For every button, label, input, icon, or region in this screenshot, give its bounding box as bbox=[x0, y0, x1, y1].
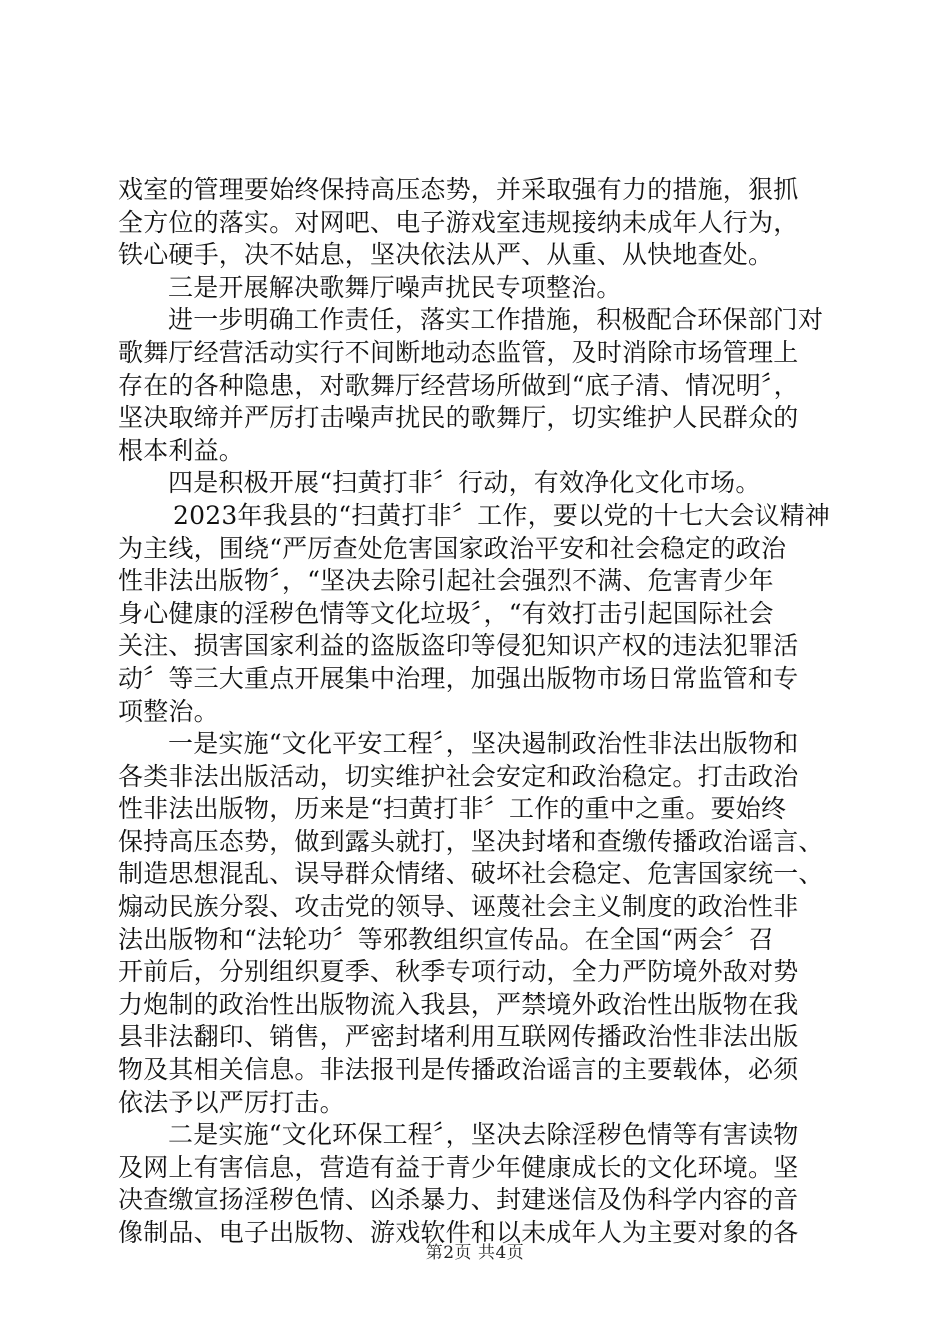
text-line: 关注、损害国家利益的盗版盗印等侵犯知识产权的违法犯罪活 bbox=[118, 631, 799, 661]
page-number-footer: 第2页 共4页 bbox=[425, 1243, 525, 1263]
paragraph-start: 一是实施“文化平安工程〞，坚决遏制政治性非法出版物和 bbox=[168, 729, 799, 759]
paragraph-start: 二是实施“文化环保工程〞，坚决去除淫秽色情等有害读物 bbox=[168, 1120, 799, 1150]
text-line: 动〞等三大重点开展集中治理，加强出版物市场日常监管和专 bbox=[118, 663, 799, 693]
text-line: 项整治。 bbox=[118, 696, 219, 726]
text-line: 开前后，分别组织夏季、秋季专项行动，全力严防境外敌对势 bbox=[118, 957, 799, 987]
paragraph-start: 进一步明确工作责任，落实工作措施，积极配合环保部门对 bbox=[168, 305, 824, 335]
text-line: 保持高压态势，做到露头就打，坚决封堵和查缴传播政治谣言、 bbox=[118, 826, 824, 856]
text-line: 根本利益。 bbox=[118, 435, 245, 465]
text-line: 决查缴宣扬淫秽色情、凶杀暴力、封建迷信及伪科学内容的音 bbox=[118, 1185, 799, 1215]
text-line: 戏室的管理要始终保持高压态势，并采取强有力的措施，狠抓 bbox=[118, 175, 799, 204]
text-line: 铁心硬手，决不姑息，坚决依法从严、从重、从快地查处。 bbox=[118, 240, 774, 270]
text-line: 全方位的落实。对网吧、电子游戏室违规接纳未成年人行为， bbox=[118, 207, 799, 237]
section-heading: 三是开展解决歌舞厅噪声扰民专项整治。 bbox=[168, 272, 622, 302]
text-line: 物及其相关信息。非法报刊是传播政治谣言的主要载体，必须 bbox=[118, 1055, 799, 1085]
document-body bbox=[118, 174, 836, 1250]
text-line: 法出版物和“法轮功〞等邪教组织宣传品。在全国“两会〞召 bbox=[118, 924, 774, 954]
text-line: 坚决取缔并严厉打击噪声扰民的歌舞厅，切实维护人民群众的 bbox=[118, 403, 799, 433]
text-line: 像制品、电子出版物、游戏软件和以未成年人为主要对象的各 bbox=[118, 1218, 799, 1247]
text-line: 各类非法出版活动，切实维护社会安定和政治稳定。打击政治 bbox=[118, 761, 799, 791]
text-line: 县非法翻印、销售，严密封堵利用互联网传播政治性非法出版 bbox=[118, 1022, 799, 1052]
paragraph-start: 2023年我县的“扫黄打非〞工作，要以党的十七大会议精神 bbox=[173, 500, 831, 530]
text-line: 依法予以严厉打击。 bbox=[118, 1087, 345, 1117]
text-line: 及网上有害信息，营造有益于青少年健康成长的文化环境。坚 bbox=[118, 1152, 799, 1182]
text-line: 力炮制的政治性出版物流入我县，严禁境外政治性出版物在我 bbox=[118, 989, 799, 1019]
text-line: 身心健康的淫秽色情等文化垃圾〞，“有效打击引起国际社会 bbox=[118, 598, 774, 628]
text-line: 为主线，围绕“严厉查处危害国家政治平安和社会稳定的政治 bbox=[118, 533, 787, 563]
text-line: 煽动民族分裂、攻击党的领导、诬蔑社会主义制度的政治性非 bbox=[118, 892, 799, 922]
text-line: 性非法出版物〞，“坚决去除引起社会强烈不满、危害青少年 bbox=[118, 566, 774, 596]
text-line: 歌舞厅经营活动实行不间断地动态监管，及时消除市场管理上 bbox=[118, 337, 799, 367]
text-line: 存在的各种隐患，对歌舞厅经营场所做到“底子清、情况明〞， bbox=[118, 370, 799, 400]
section-heading: 四是积极开展“扫黄打非〞行动，有效净化文化市场。 bbox=[168, 468, 761, 498]
text-line: 制造思想混乱、误导群众情绪、破坏社会稳定、危害国家统一、 bbox=[118, 859, 824, 889]
text-line: 性非法出版物，历来是“扫黄打非〞工作的重中之重。要始终 bbox=[118, 794, 787, 824]
